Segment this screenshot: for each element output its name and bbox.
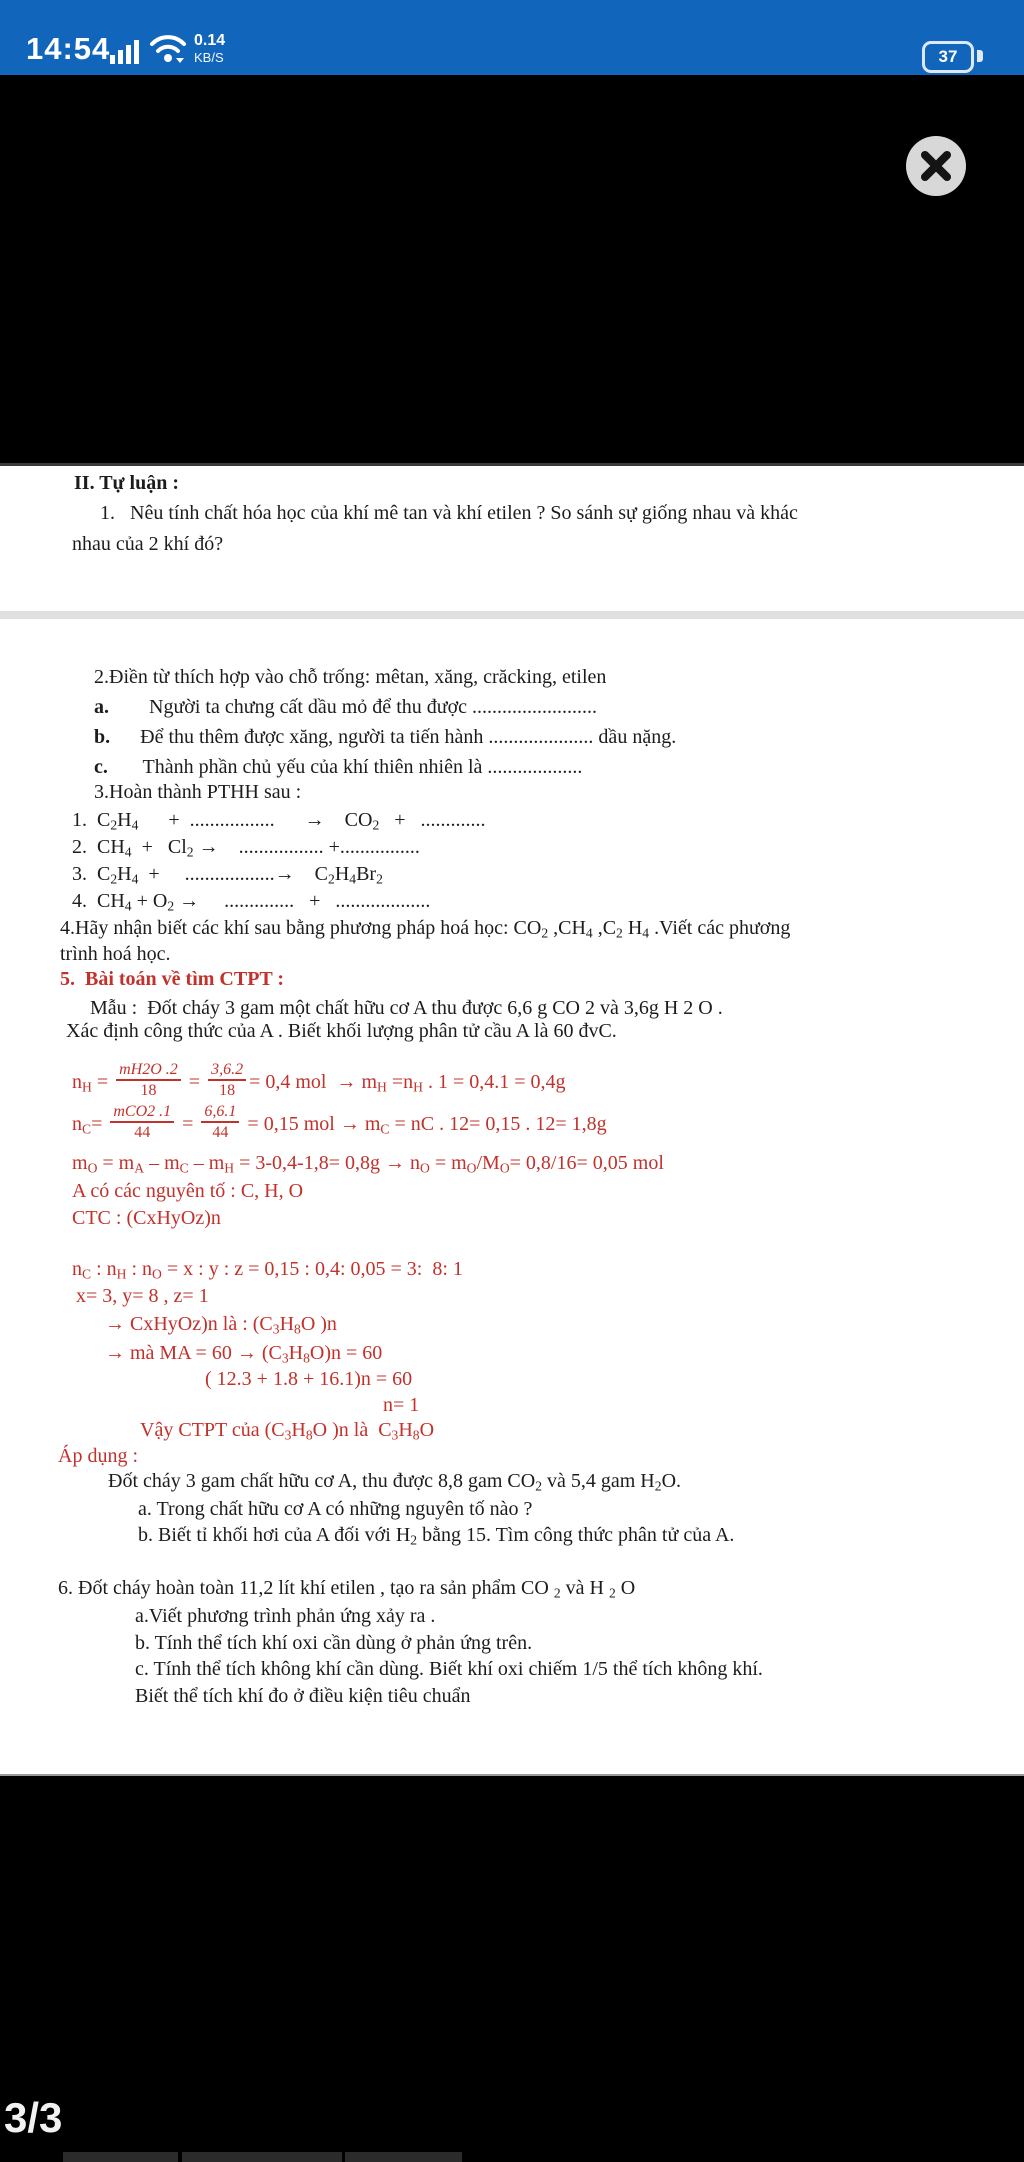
close-icon (906, 136, 966, 196)
doc-line: 1. Nêu tính chất hóa học của khí mê tan và khí etilen ? So sánh sự giống nhau và khác (100, 502, 798, 524)
doc-line: Đốt cháy 3 gam chất hữu cơ A, thu được 8,8 gam $CO_2$ và 5,4 gam $H_2O$. (108, 1470, 682, 1494)
doc-line: Xác định công thức của A . Biết khối lượng phân tử cầu A là 60 đvC. (66, 1020, 617, 1042)
doc-line: 2. $CH_4 + Cl_2$ → ................. +................ (72, 836, 420, 860)
doc-line: a.Viết phương trình phản ứng xảy ra . (135, 1605, 436, 1627)
doc-line: b. Biết tỉ khối hơi của A đối với $H_2$ bằng 15. Tìm công thức phân tử của A. (138, 1524, 735, 1548)
page-indicator: 3/3 (4, 2094, 63, 2141)
doc-line: 3.Hoàn thành PTHH sau : (94, 781, 302, 803)
doc-line: trình hoá học. (60, 943, 171, 965)
cellular-signal-icon (110, 38, 140, 69)
doc-line: A có các nguyên tố : C, H, O (72, 1180, 304, 1202)
doc-line: n= 1 (383, 1394, 420, 1416)
fraction: $\frac{6,6.1}{44}$ (201, 1103, 239, 1142)
doc-line: 2.Điền từ thích hợp vào chỗ trống: mêtan, xăng, crăcking, etilen (94, 666, 607, 688)
doc-line: a. Trong chất hữu cơ A có những nguyên tố nào ? (138, 1498, 533, 1520)
network-speed-unit: KB/S (194, 50, 224, 65)
fraction: $\frac{mH2O .2}{18}$ (116, 1061, 181, 1100)
doc-line: b. Để thu thêm được xăng, người ta tiến hành ..................... dầu nặng. (94, 726, 677, 748)
doc-line: nhau của 2 khí đó? (72, 533, 224, 555)
doc-line: $n_H$ = $\frac{mH2O .2}{18}$ = $\frac{3,6.2}{18}$ = 0,4 mol → $m_H =n_H$ . 1 = 0,4.1 = 0,4g (72, 1061, 566, 1099)
doc-line: $m_O = m_A - m_C - m_H = 3-0,4-1,8= 0,8g \to n_O = m_O/M_O= 0,8/16= 0,05$ mol (72, 1152, 664, 1176)
doc-line: a. Người ta chưng cất dầu mỏ để thu được ......................... (94, 696, 598, 718)
doc-line: x= 3, y= 8 , z= 1 (76, 1285, 209, 1307)
bottom-bar-segment (182, 2152, 342, 2162)
bottom-bar-segment (63, 2152, 178, 2162)
doc-line: II. Tự luận : (74, 472, 180, 494)
doc-line: Áp dụng : (58, 1445, 138, 1467)
doc-line: $n_C$ : $n_H$ : $n_O = x$ : y : z = 0,15 : 0,4: 0,05 = 3: 8: 1 (72, 1258, 463, 1282)
bottom-bar-segment (345, 2152, 462, 2162)
doc-line: → CxHyOz)n là : ($C_3H_8O$ )n (105, 1313, 337, 1337)
doc-line: b. Tính thể tích khí oxi cần dùng ở phản ứng trên. (135, 1632, 533, 1654)
fraction: $\frac{\text{mCO2 .1}}{44}$ (110, 1103, 174, 1142)
doc-line: Mẫu : Đốt cháy 3 gam một chất hữu cơ A thu được 6,6 g CO 2 và 3,6g H 2 O . (90, 997, 723, 1019)
doc-line: 4. $CH_4 + O_2$ → .............. + ................... (72, 890, 431, 914)
doc-line: Biết thể tích khí đo ở điều kiện tiêu chuẩn (135, 1685, 471, 1707)
wifi-icon (150, 34, 186, 69)
network-speed-value: 0.14 (194, 32, 226, 49)
doc-line: 5. Bài toán về tìm CTPT : (60, 968, 285, 990)
fraction: $\frac{3,6.2}{18}$ (208, 1061, 246, 1100)
doc-line: c. Thành phần chủ yếu của khí thiên nhiên là ................... (94, 756, 583, 778)
doc-line: 3. $C_2H_4$ + ..................→ $C_2H_4Br_2$ (72, 863, 383, 887)
network-speed (194, 33, 225, 64)
doc-line: 6. Đốt cháy hoàn toàn 11,2 lít khí etilen , tạo ra sản phẩm CO $_2$ và H $_2$ O (58, 1577, 636, 1601)
battery-nub (977, 50, 983, 62)
doc-line: Vậy CTPT của ($C_3H_8O$ )n là $C_3H_8O$ (140, 1419, 435, 1443)
doc-line: $n_C=$ $\frac{\text{mCO2 .1}}{44}$ = $\frac{6,6.1}{44}$ = 0,15 mol → $m_C$ = nC . 12= 0,15 . 12= 1,8g (72, 1103, 607, 1141)
doc-line: ( 12.3 + 1.8 + 16.1)n = 60 (205, 1368, 413, 1390)
doc-line: 4.Hãy nhận biết các khí sau bằng phương pháp hoá học: $CO_2$ $,CH_4$ $,C_2$ $H_4$ .Viết các phương (60, 917, 791, 941)
battery-indicator: 37 (922, 41, 974, 73)
page-break-divider (0, 611, 1024, 619)
doc-line: c. Tính thể tích không khí cần dùng. Biết khí oxi chiếm 1/5 thể tích không khí. (135, 1658, 763, 1680)
close-button[interactable] (906, 136, 966, 196)
doc-line: 1. $C_2H_4$ + ................. → $CO_2$ + ............. (72, 809, 486, 833)
status-bar (0, 0, 1024, 75)
doc-line: → mà MA = $60 \to (C_3H_8O)n = 60$ (105, 1342, 383, 1366)
clock: 14:54 (26, 31, 111, 66)
doc-line: CTC : (CxHyOz)n (72, 1207, 221, 1229)
